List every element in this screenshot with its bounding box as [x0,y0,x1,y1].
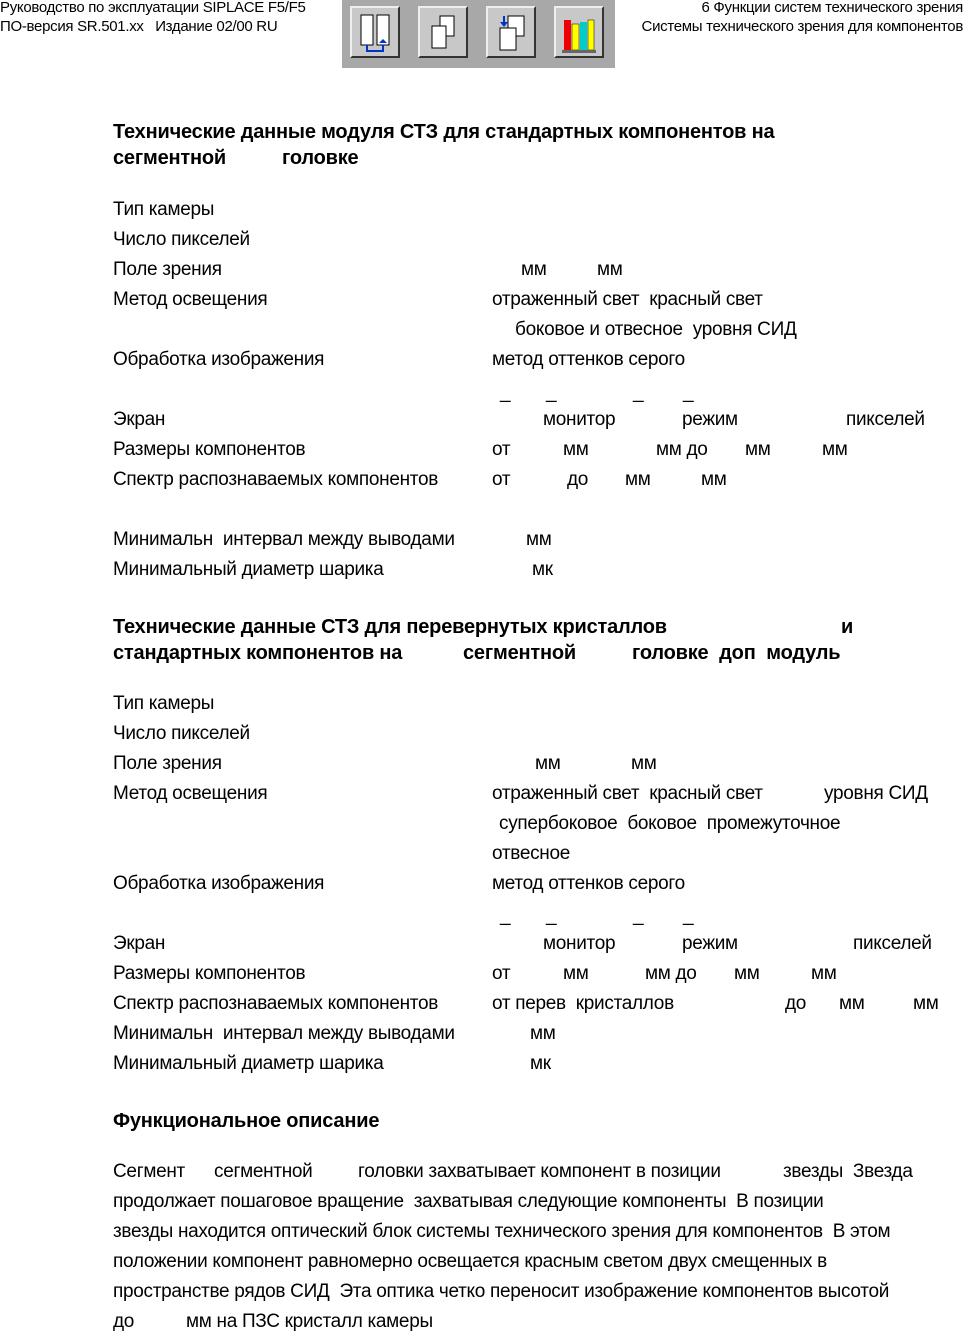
header-version: ПО-версия SR.501.xx Издание 02/00 RU [0,18,278,35]
size-value: мм до [645,963,697,984]
dash: _ [633,382,644,403]
label-pitch: Минимальн интервал между выводами [113,1023,455,1044]
ball-value: мк [530,1053,551,1074]
section2-title: Технические данные СТЗ для перевернутых кристаллов [113,616,667,638]
header-chapter: 6 Функции систем технического зрения [701,0,963,16]
spectrum-value: от перев кристаллов [492,993,674,1014]
paragraph-fragment: сегментной [214,1161,313,1182]
dash: _ [546,905,557,926]
dash: _ [683,382,694,403]
paragraph-fragment: головки захватывает компонент в позиции [358,1161,721,1182]
size-value: мм до [656,439,708,460]
paragraph-line: звезды находится оптический блок системы технического зрения для компонентов В этом [113,1221,891,1242]
section1-title-part: головке [282,147,359,169]
label-pixels: Число пикселей [113,723,250,744]
dash: _ [500,382,511,403]
compare-pages-icon [356,12,396,54]
library-button[interactable] [554,6,604,58]
compare-pages-button[interactable] [350,6,400,58]
swap-pages-button[interactable] [486,6,536,58]
screen-value: пикселей [853,933,932,954]
size-value: мм [745,439,771,460]
section2-title-part: стандартных компонентов на [113,642,403,664]
label-fov: Поле зрения [113,753,222,774]
library-books-icon [560,12,600,54]
paragraph-fragment: до [113,1311,135,1332]
size-value: мм [734,963,760,984]
toolbar [342,0,615,68]
swap-pages-icon [492,12,532,54]
fov-unit: мм [521,259,547,280]
spectrum-value: до [785,993,807,1014]
size-value: от [492,439,511,460]
page-stack-button[interactable] [418,6,468,58]
label-camera-type: Тип камеры [113,693,215,714]
page-stack-icon [424,12,464,54]
dash: _ [633,905,644,926]
screen-value: монитор [543,409,616,430]
size-value: мм [822,439,848,460]
paragraph-fragment: звезды Звезда [783,1161,913,1182]
processing-value: метод оттенков серого [492,873,685,894]
paragraph-fragment: Сегмент [113,1161,185,1182]
label-lighting: Метод освещения [113,783,268,804]
lighting-value: уровня СИД [824,783,928,804]
ball-value: мк [532,559,553,580]
label-spectrum: Спектр распознаваемых компонентов [113,993,439,1014]
dash: _ [683,905,694,926]
lighting-value: боковое и отвесное уровня СИД [515,319,797,340]
spectrum-value: мм [913,993,939,1014]
label-fov: Поле зрения [113,259,222,280]
label-lighting: Метод освещения [113,289,268,310]
label-screen: Экран [113,409,166,430]
lighting-value: отвесное [492,843,571,864]
spectrum-value: мм [839,993,865,1014]
lighting-value: супербоковое боковое промежуточное [499,813,841,834]
paragraph-line: пространстве рядов СИД Эта оптика четко переносит изображение компонентов высотой [113,1281,890,1302]
spectrum-value: от [492,469,511,490]
label-camera-type: Тип камеры [113,199,215,220]
header-section: Системы технического зрения для компонентов [641,18,963,35]
paragraph-line: продолжает пошаговое вращение захватывая следующие компоненты В позиции [113,1191,824,1212]
screen-value: режим [682,933,738,954]
spectrum-value: мм [625,469,651,490]
size-value: мм [563,439,589,460]
label-component-size: Размеры компонентов [113,439,306,460]
label-processing: Обработка изображения [113,873,325,894]
section2-title-part: и [841,616,854,638]
size-value: мм [811,963,837,984]
dash: _ [500,905,511,926]
label-ball: Минимальный диаметр шарика [113,559,384,580]
lighting-value: отраженный свет красный свет [492,783,763,804]
lighting-value: отраженный свет красный свет [492,289,763,310]
label-pixels: Число пикселей [113,229,250,250]
label-spectrum: Спектр распознаваемых компонентов [113,469,439,490]
processing-value: метод оттенков серого [492,349,685,370]
label-component-size: Размеры компонентов [113,963,306,984]
spectrum-value: мм [701,469,727,490]
fov-unit: мм [631,753,657,774]
size-value: от [492,963,511,984]
fov-unit: мм [597,259,623,280]
label-pitch: Минимальн интервал между выводами [113,529,455,550]
fov-unit: мм [535,753,561,774]
label-processing: Обработка изображения [113,349,325,370]
section2-title-part: сегментной [463,642,576,664]
screen-value: пикселей [846,409,925,430]
spectrum-value: до [567,469,589,490]
screen-value: режим [682,409,738,430]
label-screen: Экран [113,933,166,954]
paragraph-line: положении компонент равномерно освещается красным светом двух смещенных в [113,1251,827,1272]
section2-title-part: головке доп модуль [632,642,841,664]
dash: _ [546,382,557,403]
section3-title: Функциональное описание [113,1110,380,1132]
section1-title: Технические данные модуля СТЗ для стандартных компонентов на [113,121,775,143]
pitch-value: мм [530,1023,556,1044]
screen-value: монитор [543,933,616,954]
section1-title-part: сегментной [113,147,226,169]
paragraph-fragment: мм на ПЗС кристалл камеры [186,1311,433,1332]
label-ball: Минимальный диаметр шарика [113,1053,384,1074]
pitch-value: мм [526,529,552,550]
header-manual-title: Руководство по эксплуатации SIPLACE F5/F5 [0,0,306,16]
size-value: мм [563,963,589,984]
